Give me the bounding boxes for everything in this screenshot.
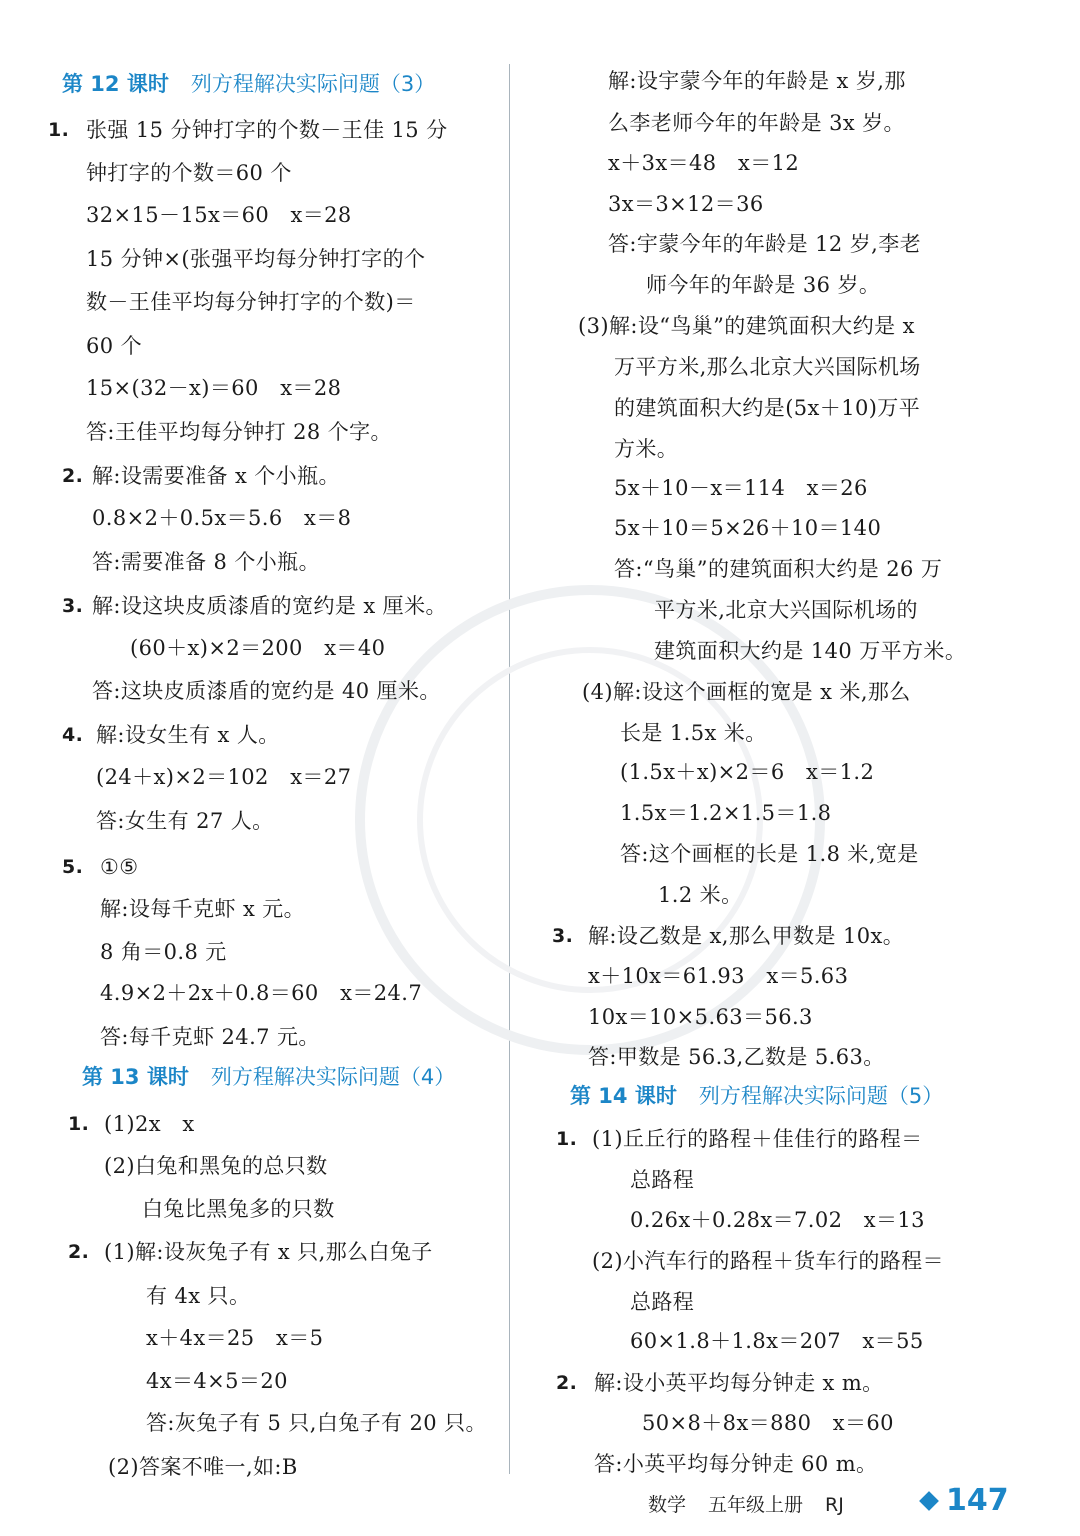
diamond-icon	[919, 1491, 939, 1511]
q14-1-line5: 总路程	[630, 1290, 695, 1314]
q5-line2: 解:设每千克虾 x 元。	[100, 897, 306, 921]
q14-1-line1: (1)丘丘行的路程＋佳佳行的路程＝	[592, 1127, 923, 1151]
r-line6: 师今年的年龄是 36 岁。	[646, 273, 881, 297]
r-line12: 5x＋10＝5×26＋10＝140	[614, 516, 882, 540]
r-line17: 长是 1.5x 米。	[620, 721, 767, 745]
r-line1: 解:设宇蒙今年的年龄是 x 岁,那	[608, 69, 906, 93]
footer-edition: RJ	[825, 1494, 844, 1516]
r-line20: 答:这个画框的长是 1.8 米,宽是	[620, 842, 919, 866]
q13-2-line1: (1)解:设灰兔子有 x 只,那么白兔子	[104, 1240, 433, 1264]
q3-number: 3.	[62, 595, 84, 617]
q13-2-line2: 有 4x 只。	[146, 1284, 251, 1308]
q1-line3: 32×15－15x＝60 x＝28	[86, 203, 352, 227]
lesson14-heading	[570, 1082, 943, 1110]
q4-number: 4.	[62, 724, 84, 746]
q14-2-number: 2.	[556, 1372, 578, 1394]
q2-number: 2.	[62, 465, 84, 487]
q4-line3: 答:女生有 27 人。	[96, 809, 274, 833]
r-line11: 5x＋10－x＝114 x＝26	[614, 476, 868, 500]
q1-line5: 数－王佳平均每分钟打字的个数)＝	[86, 290, 416, 314]
q13-2-number: 2.	[68, 1241, 90, 1263]
r-q3-number: 3.	[552, 925, 574, 947]
q13-1-line3: 白兔比黑兔多的只数	[142, 1197, 335, 1221]
q5-line1: ①⑤	[100, 855, 139, 879]
r-line4: 3x＝3×12＝36	[608, 192, 764, 216]
r-line18: (1.5x＋x)×2＝6 x＝1.2	[620, 760, 875, 784]
q3-line2: (60＋x)×2＝200 x＝40	[130, 636, 386, 660]
r-line2: 么李老师今年的年龄是 3x 岁。	[608, 111, 905, 135]
r-line19: 1.5x＝1.2×1.5＝1.8	[620, 801, 832, 825]
lesson14-title: 列方程解决实际问题（5）	[698, 1084, 944, 1108]
q13-1-line2: (2)白兔和黑兔的总只数	[104, 1154, 328, 1178]
r-line3: x＋3x＝48 x＝12	[608, 151, 800, 175]
r-q3-line2: x＋10x＝61.93 x＝5.63	[588, 964, 849, 988]
q3-line3: 答:这块皮质漆盾的宽约是 40 厘米。	[92, 679, 441, 703]
q13-1-number: 1.	[68, 1113, 90, 1135]
r-line16: (4)解:设这个画框的宽是 x 米,那么	[582, 680, 911, 704]
q13-2-line5: 答:灰兔子有 5 只,白兔子有 20 只。	[146, 1411, 487, 1435]
r-q3-line4: 答:甲数是 56.3,乙数是 5.63。	[588, 1045, 885, 1069]
q1-line1: 张强 15 分钟打字的个数－王佳 15 分	[86, 118, 448, 142]
lesson13-title: 列方程解决实际问题（4）	[210, 1065, 456, 1089]
r-q3-line1: 解:设乙数是 x,那么甲数是 10x。	[588, 924, 905, 948]
q4-line1: 解:设女生有 x 人。	[96, 723, 280, 747]
page-number: 147	[946, 1483, 1009, 1518]
q14-2-line2: 50×8＋8x＝880 x＝60	[642, 1411, 894, 1435]
q14-1-line4: (2)小汽车行的路程＋货车行的路程＝	[592, 1249, 944, 1273]
q1-line2: 钟打字的个数＝60 个	[86, 161, 292, 185]
q2-line1: 解:设需要准备 x 个小瓶。	[92, 464, 340, 488]
q5-line3: 8 角＝0.8 元	[100, 940, 227, 964]
r-line21: 1.2 米。	[658, 883, 743, 907]
lesson12-heading	[62, 70, 435, 98]
r-line8: 万平方米,那么北京大兴国际机场	[614, 355, 921, 379]
column-divider	[509, 64, 510, 1474]
q1-line4: 15 分钟×(张强平均每分钟打字的个	[86, 247, 426, 271]
q13-2-line4: 4x＝4×5＝20	[146, 1369, 288, 1393]
lesson12-label: 第 12 课时	[62, 72, 169, 96]
q14-2-line3: 答:小英平均每分钟走 60 m。	[594, 1452, 878, 1476]
r-line7: (3)解:设“鸟巢”的建筑面积大约是 x	[578, 314, 915, 338]
q1-number: 1.	[48, 119, 70, 141]
q4-line2: (24＋x)×2＝102 x＝27	[96, 765, 352, 789]
q14-2-line1: 解:设小英平均每分钟走 x m。	[594, 1371, 884, 1395]
q14-1-line2: 总路程	[630, 1168, 695, 1192]
q2-line2: 0.8×2＋0.5x＝5.6 x＝8	[92, 506, 352, 530]
lesson13-heading	[82, 1063, 455, 1091]
lesson14-label: 第 14 课时	[570, 1084, 677, 1108]
q14-1-line3: 0.26x＋0.28x＝7.02 x＝13	[630, 1208, 925, 1232]
footer-subject: 数学	[648, 1494, 687, 1516]
lesson12-title: 列方程解决实际问题（3）	[190, 72, 436, 96]
r-line9: 的建筑面积大约是(5x＋10)万平	[614, 396, 921, 420]
q14-1-line6: 60×1.8＋1.8x＝207 x＝55	[630, 1329, 924, 1353]
q5-line5: 答:每千克虾 24.7 元。	[100, 1025, 320, 1049]
r-line5: 答:宇蒙今年的年龄是 12 岁,李老	[608, 232, 922, 256]
page-footer	[648, 1492, 866, 1518]
r-q3-line3: 10x＝10×5.63＝56.3	[588, 1005, 813, 1029]
q2-line3: 答:需要准备 8 个小瓶。	[92, 550, 320, 574]
r-line15: 建筑面积大约是 140 万平方米。	[654, 639, 967, 663]
q5-number: 5.	[62, 856, 84, 878]
q1-line6: 60 个	[86, 334, 142, 358]
q13-2-line3: x＋4x＝25 x＝5	[146, 1326, 324, 1350]
q1-line8: 答:王佳平均每分钟打 28 个字。	[86, 420, 392, 444]
footer-grade: 五年级上册	[708, 1494, 804, 1516]
q1-line7: 15×(32－x)＝60 x＝28	[86, 376, 342, 400]
q13-1-line1: (1)2x x	[104, 1112, 195, 1136]
q14-1-number: 1.	[556, 1128, 578, 1150]
r-line10: 方米。	[614, 437, 679, 461]
q3-line1: 解:设这块皮质漆盾的宽约是 x 厘米。	[92, 594, 447, 618]
r-line13: 答:“鸟巢”的建筑面积大约是 26 万	[614, 557, 943, 581]
r-line14: 平方米,北京大兴国际机场的	[654, 598, 918, 622]
lesson13-label: 第 13 课时	[82, 1065, 189, 1089]
q13-2-line6: (2)答案不唯一,如:B	[108, 1455, 298, 1479]
q5-line4: 4.9×2＋2x＋0.8＝60 x＝24.7	[100, 981, 423, 1005]
